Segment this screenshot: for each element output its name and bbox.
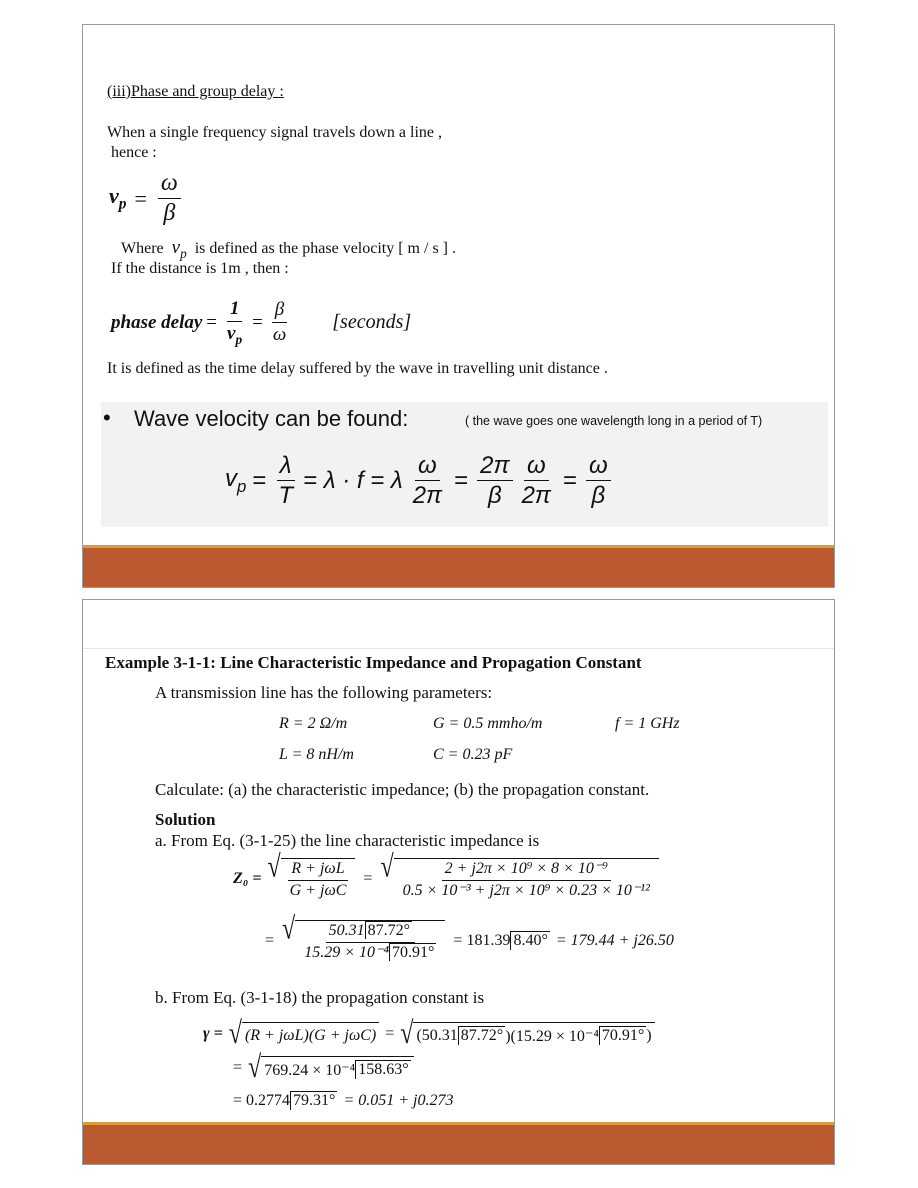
wave-velocity-title: Wave velocity can be found: — [134, 406, 409, 431]
phase-delay-formula: phase delay = $\frac{1}{v_p}$ = $\frac{\beta}{\omega}$ [seconds] — [111, 298, 412, 347]
slide-footer-bar — [83, 545, 834, 587]
section-heading: (iii)Phase and group delay : — [107, 83, 284, 100]
part-a-text: a. From Eq. (3-1-25) the line characteristic impedance is — [155, 831, 540, 850]
slide-phase-group-delay — [82, 24, 835, 588]
slide-footer-bar — [83, 1122, 834, 1164]
slide-example-3-1-1 — [82, 599, 835, 1165]
param-c: C = 0.23 pF — [433, 746, 513, 763]
gamma-formula-line1: γ = √ (R + jωL)(G + jωC) = √ (50.31 87.72° )(15.29 × 10⁻⁴ 70.91° ) — [203, 1022, 655, 1046]
wave-velocity-formula: $v_p$ = $\frac{\lambda}{T}$ = λ · f = λ $\frac{\omega}{2\pi}$ = $\frac{2\pi}{\beta}$ $\frac{\omega}{2\pi}$ = $\frac{\omega}{\beta}$ — [225, 453, 614, 508]
z0-formula-line1: Z₀ = √ $\frac{\text{R + jωL}}{\text{G + jωC}}$ = √ $\frac{\text{2 + j2π × 10⁹ × 8 × 10⁻⁹}}{\text{0.5 × 10⁻³ + j2π × 10⁹ × 0.23 × 10⁻¹²}}$ — [233, 858, 659, 900]
gamma-formula-line3: = 0.2774 79.31° = 0.051 + j0.273 — [233, 1091, 454, 1109]
divider — [83, 648, 834, 649]
intro-line-2: hence : — [111, 144, 157, 161]
z0-formula-line2: = √ $\frac{50.31 87.72^\circ}{\text{15.29 × 10⁻⁴ 70.91°}}$ = 181.39 8.40° = 179.44 + j26.50 — [265, 912, 674, 961]
solution-label: Solution — [155, 810, 216, 829]
definition-text: It is defined as the time delay suffered by the wave in travelling unit distance . — [107, 360, 608, 377]
distance-line: If the distance is 1m , then : — [111, 260, 289, 277]
intro-line-1: When a single frequency signal travels down a line , — [107, 124, 442, 141]
part-b-text: b. From Eq. (3-1-18) the propagation constant is — [155, 988, 485, 1007]
wave-velocity-note: ( the wave goes one wavelength long in a period of T) — [465, 414, 763, 428]
params-intro: A transmission line has the following parameters: — [155, 683, 493, 702]
phase-velocity-formula: $v_p$ = $\frac{\omega}{\beta}$ — [109, 171, 184, 226]
where-line: Where $v_p$ is defined as the phase velocity [ m / s ] . — [121, 237, 456, 261]
param-g: G = 0.5 mmho/m — [433, 715, 543, 732]
gamma-formula-line2: = √ 769.24 × 10⁻⁴ 158.63° — [233, 1056, 414, 1080]
param-l: L = 8 nH/m — [279, 746, 354, 763]
param-r: R = 2 Ω/m — [279, 715, 348, 732]
param-f: f = 1 GHz — [615, 715, 680, 732]
calculate-text: Calculate: (a) the characteristic impedance; (b) the propagation constant. — [155, 780, 650, 799]
bullet-icon: • — [103, 405, 111, 430]
example-title: Example 3-1-1: Line Characteristic Impedance and Propagation Constant — [105, 653, 642, 672]
